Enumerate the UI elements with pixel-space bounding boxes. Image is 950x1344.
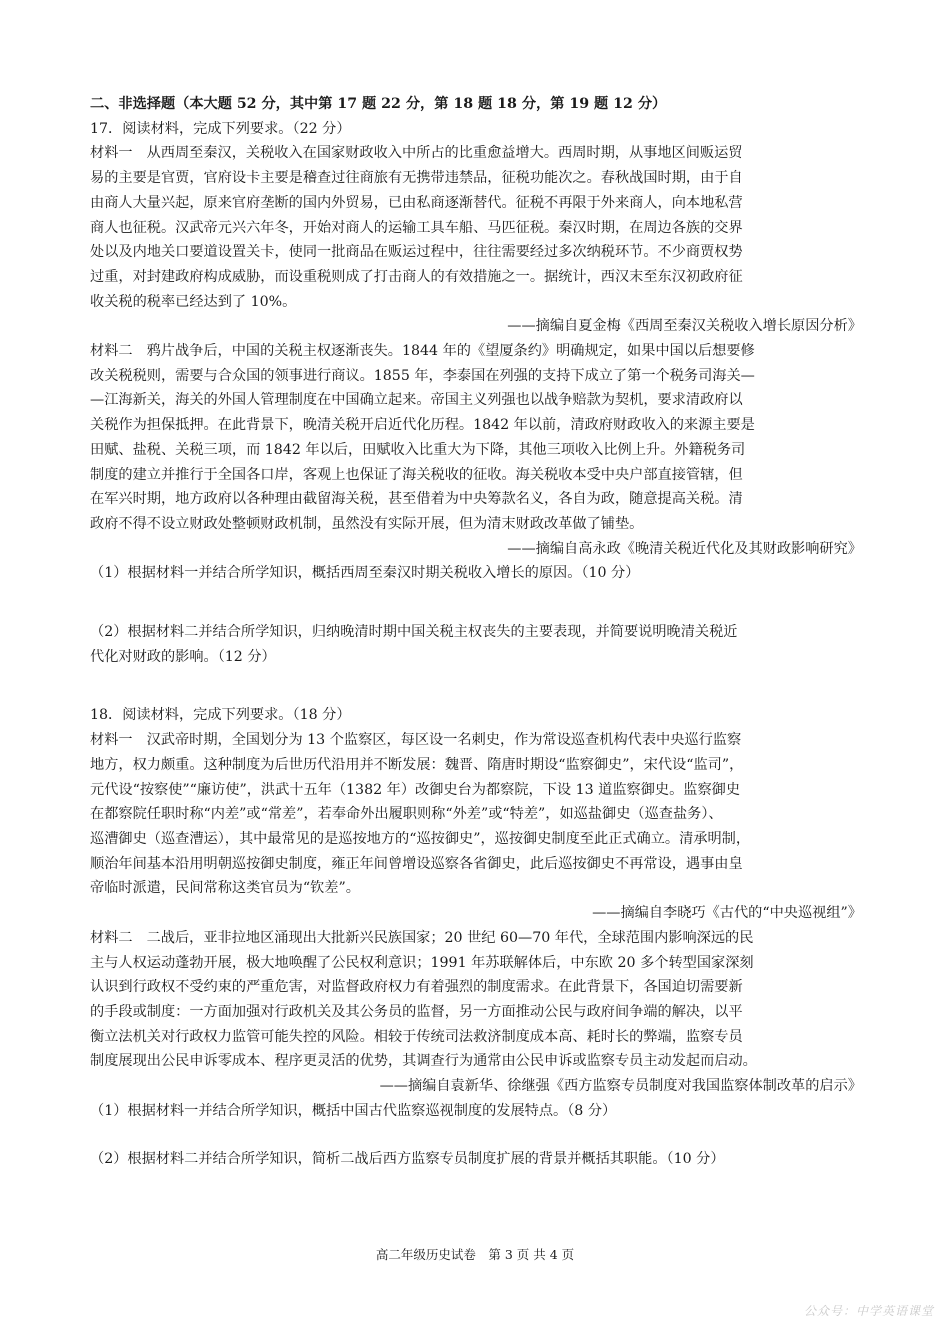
q18-material2-line: 制度展现出公民申诉零成本、程序更灵活的优势，其调查行为通常由公民申诉或监察专员主动发起而启动。 bbox=[90, 1053, 757, 1070]
answer-space bbox=[90, 669, 862, 703]
q17-material2-line: 材料二 鸦片战争后，中国的关税主权逐渐丧失。1844 年的《望厦条约》明确规定，如果中国以后想要修 bbox=[90, 343, 755, 360]
q17-material1-line: 过重，对封建政府构成威胁，而设重税则成了打击商人的有效措施之一。据统计，西汉末至东汉初政府征 bbox=[90, 268, 743, 285]
q17-material1-source: ——摘编自夏金梅《西周至秦汉关税收入增长原因分析》 bbox=[507, 318, 862, 335]
q18-subquestion-1: （1）根据材料一并结合所学知识，概括中国古代监察巡视制度的发展特点。（8 分） bbox=[90, 1102, 617, 1119]
q18-material2-line: 认识到行政权不受约束的严重危害，对监督政府权力有着强烈的制度需求。在此背景下，各国迫切需要新 bbox=[90, 979, 743, 996]
q17-material2-line: 关税作为担保抵押。在此背景下，晚清关税开启近代化历程。1842 年以前，清政府财政收入的来源主要是 bbox=[90, 417, 755, 434]
q17-material1-line: 商人也征税。汉武帝元兴六年冬，开始对商人的运输工具车船、马匹征税。秦汉时期，在周边各族的交界 bbox=[90, 219, 743, 236]
q18-material2-line: 衡立法机关对行政权力监管可能失控的风险。相较于传统司法救济制度成本高、耗时长的弊端，监察专员 bbox=[90, 1028, 743, 1045]
q17-material2-line: —江海新关，海关的外国人管理制度在中国确立起来。帝国主义列强也以战争赔款为契机，要求清政府以 bbox=[90, 392, 743, 409]
q18-material2-line: 的手段或制度：一方面加强对行政机关及其公务员的监督，另一方面推动公民与政府间争端的解决，以平 bbox=[90, 1003, 743, 1020]
q17-subquestion-2: （2）根据材料二并结合所学知识，归纳晚清时期中国关税主权丧失的主要表现，并简要说明晚清关税近 bbox=[90, 624, 738, 641]
exam-content bbox=[90, 92, 862, 1172]
q18-subquestion-2: （2）根据材料二并结合所学知识，简析二战后西方监察专员制度扩展的背景并概括其职能。（10 分） bbox=[90, 1151, 725, 1168]
answer-space bbox=[90, 586, 862, 620]
q17-material2-line: 在军兴时期，地方政府以各种理由截留海关税，甚至借着为中央筹款名义，各自为政，随意提高关税。清 bbox=[90, 491, 743, 508]
watermark-text: 公众号：中学英语课堂 bbox=[803, 1304, 934, 1318]
q17-material2-line: 改关税税则，需要与合众国的领事进行商议。1855 年，李泰国在列强的支持下成立了第一个税务司海关— bbox=[90, 367, 755, 384]
q17-material1-line: 处以及内地关口要道设置关卡，使同一批商品在贩运过程中，往往需要经过多次纳税环节。不少商贾权势 bbox=[90, 244, 743, 261]
q17-stem: 17．阅读材料，完成下列要求。（22 分） bbox=[90, 120, 351, 137]
q17-material1-line: 由商人大量兴起，原来官府垄断的国内外贸易，已由私商逐渐替代。征税不再限于外来商人，向本地私营 bbox=[90, 194, 743, 211]
q17-material1-line: 易的主要是官贾，官府设卡主要是稽查过往商旅有无携带违禁品，征税功能次之。春秋战国时期，由于自 bbox=[90, 170, 743, 187]
q17-material1-line: 收关税的税率已经达到了 10%。 bbox=[90, 293, 297, 310]
q18-material1-line: 材料一 汉武帝时期，全国划分为 13 个监察区，每区设一名刺史，作为常设巡查机构代表中央巡行监察 bbox=[90, 732, 742, 749]
section-title: 二、非选择题（本大题 52 分，其中第 17 题 22 分，第 18 题 18 分，第 19 题 12 分） bbox=[90, 96, 667, 112]
q18-material2-label: 材料二 bbox=[90, 929, 133, 946]
q17-material1-line: 材料一 从西周至秦汉，关税收入在国家财政收入中所占的比重愈益增大。西周时期，从事地区间贩运贸 bbox=[90, 145, 743, 162]
q18-stem: 18．阅读材料，完成下列要求。（18 分） bbox=[90, 707, 351, 724]
q18-material1-line: 顺治年间基本沿用明朝巡按御史制度，雍正年间曾增设巡察各省御史，此后巡按御史不再常设，遇事由皇 bbox=[90, 855, 743, 872]
q18-material1-label: 材料一 bbox=[90, 732, 133, 749]
q18-material2-line: 材料二 二战后，亚非拉地区涌现出大批新兴民族国家；20 世纪 60—70 年代，全球范围内影响深远的民 bbox=[90, 929, 754, 946]
q17-material2-source: ——摘编自高永政《晚清关税近代化及其财政影响研究》 bbox=[507, 540, 862, 557]
q17-subquestion-2: 代化对财政的影响。（12 分） bbox=[90, 648, 276, 665]
q17-material2-line: 制度的建立并推行于全国各口岸，客观上也保证了海关税收的征收。海关税收本受中央户部直接管辖，但 bbox=[90, 466, 743, 483]
q17-material2-label: 材料二 bbox=[90, 343, 133, 360]
q18-material1-line: 帝临时派遣，民间常称这类官员为“钦差”。 bbox=[90, 880, 360, 897]
answer-space bbox=[90, 1123, 862, 1147]
q18-material1-line: 巡漕御史（巡查漕运），其中最常见的是巡按地方的“巡按御史”，巡按御史制度至此正式确立。清承明制， bbox=[90, 830, 751, 847]
q18-material1-line: 地方，权力颇重。这种制度为后世历代沿用并不断发展：魏晋、隋唐时期设“监察御史”，宋代设“监司”， bbox=[90, 756, 744, 773]
page-footer: 高二年级历史试卷 第 3 页 共 4 页 bbox=[375, 1247, 575, 1262]
q18-material1-line: 在都察院任职时称“内差”或“常差”，若奉命外出履职则称“外差”或“特差”，如巡盐御史（巡查盐务）、 bbox=[90, 806, 723, 823]
q18-material1-line: 元代设“按察使”“廉访使”，洪武十五年（1382 年）改御史台为都察院，下设 13 道监察御史。监察御史 bbox=[90, 781, 741, 798]
q17-material2-line: 田赋、盐税、关税三项，而 1842 年以后，田赋收入比重大为下降，其他三项收入比例上升。外籍税务司 bbox=[90, 441, 746, 458]
q17-subquestion-1: （1）根据材料一并结合所学知识，概括西周至秦汉时期关税收入增长的原因。（10 分） bbox=[90, 565, 640, 582]
q17-material2-line: 政府不得不设立财政处整顿财政机制，虽然没有实际开展，但为清末财政改革做了铺垫。 bbox=[90, 515, 644, 532]
q18-material2-source: ——摘编自袁新华、徐继强《西方监察专员制度对我国监察体制改革的启示》 bbox=[379, 1078, 862, 1095]
q18-material1-source: ——摘编自李晓巧《古代的“中央巡视组”》 bbox=[592, 905, 862, 922]
q18-material2-line: 主与人权运动蓬勃开展，极大地唤醒了公民权利意识；1991 年苏联解体后，中东欧 20 多个转型国家深刻 bbox=[90, 954, 754, 971]
q17-material1-label: 材料一 bbox=[90, 145, 133, 162]
